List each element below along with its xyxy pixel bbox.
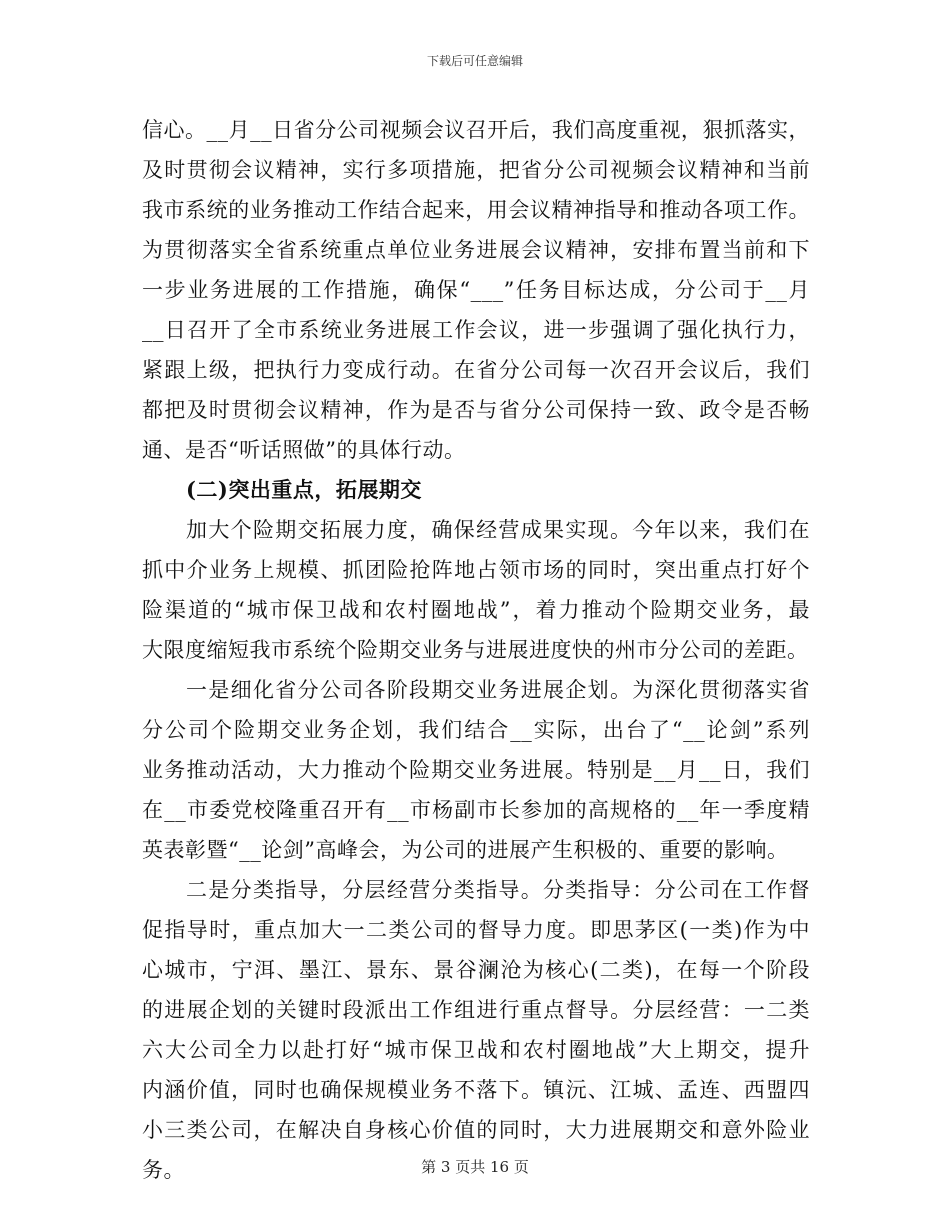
body-line: 在__市委党校隆重召开有__市杨副市长参加的高规格的__年一季度精 <box>142 798 810 822</box>
page-header: 下载后可任意编辑 <box>426 54 523 68</box>
body-line: 为贯彻落实全省系统重点单位业务进展会议精神，安排布置当前和下 <box>142 238 810 262</box>
body-line: 小三类公司，在解决自身核心价值的同时，大力进展期交和意外险业 <box>142 1118 810 1142</box>
body-line: 六大公司全力以赴打好“城市保卫战和农村圈地战”大上期交，提升 <box>142 1038 810 1062</box>
body-line: 业务推动活动，大力推动个险期交业务进展。特别是__月__日，我们 <box>142 758 810 782</box>
document-body <box>142 110 810 1190</box>
body-line: __日召开了全市系统业务进展工作会议，进一步强调了强化执行力， <box>142 318 810 342</box>
section-heading: (二)突出重点，拓展期交 <box>186 477 422 502</box>
body-line: 抓中介业务上规模、抓团险抢阵地占领市场的同时，突出重点打好个 <box>142 558 810 582</box>
body-line: 分公司个险期交业务企划，我们结合__实际，出台了“__论剑”系列 <box>142 718 810 742</box>
body-line: 促指导时，重点加大一二类公司的督导力度。即思茅区(一类)作为中 <box>142 918 810 942</box>
body-line: 通、是否“听话照做”的具体行动。 <box>142 438 466 462</box>
body-line: 紧跟上级，把执行力变成行动。在省分公司每一次召开会议后，我们 <box>142 358 810 382</box>
page-footer: 第 3 页共 16 页 <box>421 1158 529 1176</box>
paragraph-first-line: 二是分类指导，分层经营分类指导。分类指导：分公司在工作督 <box>186 878 810 902</box>
body-line: 我市系统的业务推动工作结合起来，用会议精神指导和推动各项工作。 <box>142 198 810 222</box>
body-line: 一步业务进展的工作措施，确保“___”任务目标达成，分公司于__月 <box>142 278 810 302</box>
body-line: 务。 <box>142 1158 185 1182</box>
body-line: 都把及时贯彻会议精神，作为是否与省分公司保持一致、政令是否畅 <box>142 398 810 422</box>
body-line: 大限度缩短我市系统个险期交业务与进展进度快的州市分公司的差距。 <box>142 638 809 662</box>
body-line: 及时贯彻会议精神，实行多项措施，把省分公司视频会议精神和当前 <box>142 158 810 182</box>
body-line: 内涵价值，同时也确保规模业务不落下。镇沅、江城、孟连、西盟四 <box>142 1078 810 1102</box>
body-line: 信心。__月__日省分公司视频会议召开后，我们高度重视，狠抓落实， <box>142 118 810 142</box>
paragraph-first-line: 一是细化省分公司各阶段期交业务进展企划。为深化贯彻落实省 <box>186 678 810 702</box>
body-line: 险渠道的“城市保卫战和农村圈地战”，着力推动个险期交业务，最 <box>142 598 810 622</box>
body-line: 的进展企划的关键时段派出工作组进行重点督导。分层经营：一二类 <box>142 998 810 1022</box>
paragraph-first-line: 加大个险期交拓展力度，确保经营成果实现。今年以来，我们在 <box>186 518 810 542</box>
body-line: 英表彰暨“__论剑”高峰会，为公司的进展产生积极的、重要的影响。 <box>142 838 789 862</box>
body-line: 心城市，宁洱、墨江、景东、景谷澜沧为核心(二类)，在每一个阶段 <box>142 958 810 982</box>
